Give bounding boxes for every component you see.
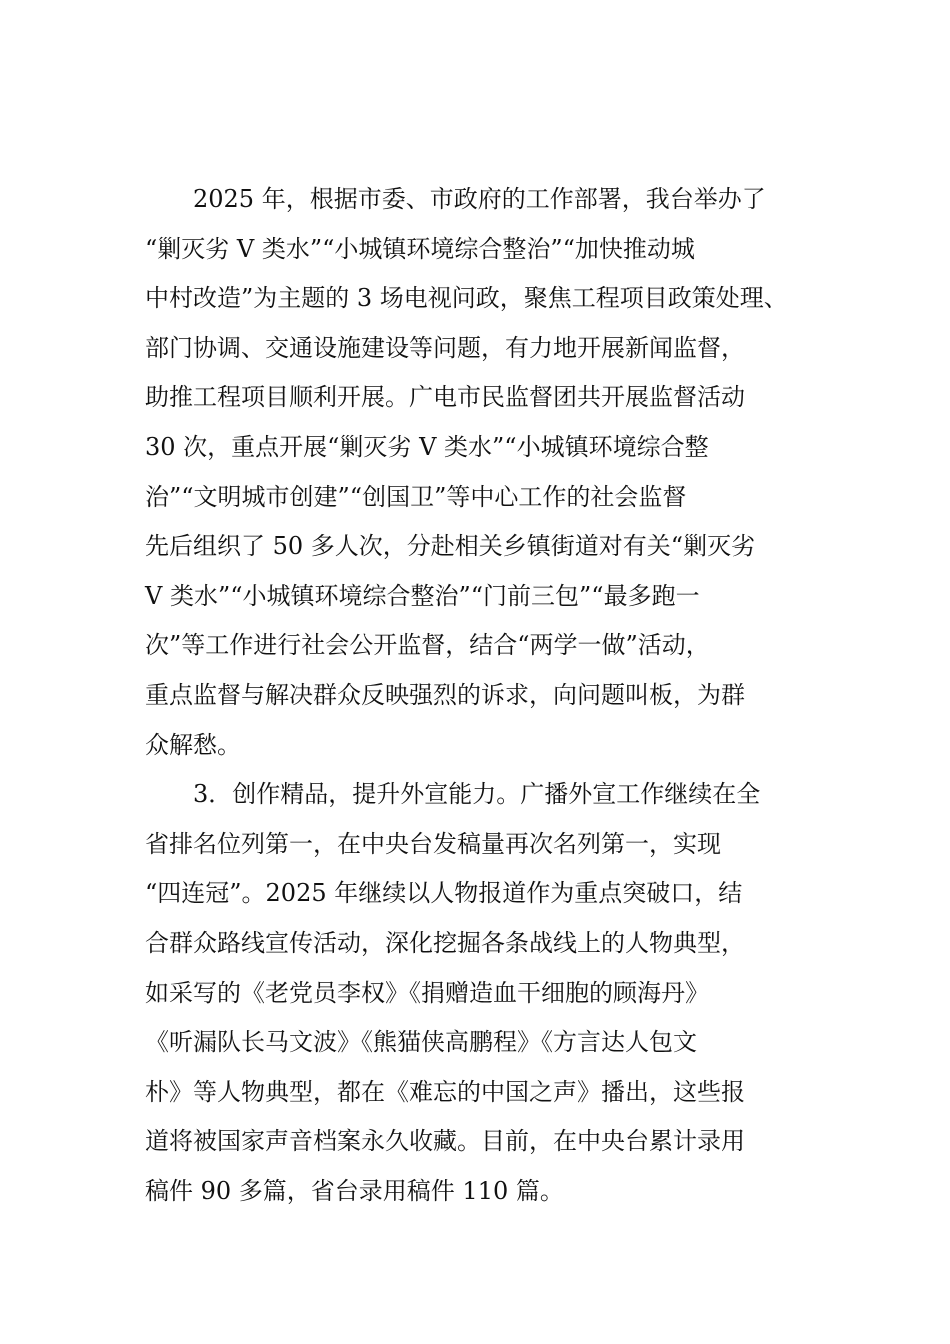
text-line: 稿件 90 多篇，省台录用稿件 110 篇。 [145, 1176, 564, 1205]
text-line: 3．创作精品，提升外宣能力。广播外宣工作继续在全 [193, 780, 761, 809]
text-line: 30 次，重点开展“剿灭劣 V 类水”“小城镇环境综合整 [145, 432, 709, 461]
text-line: 重点监督与解决群众反映强烈的诉求，向问题叫板，为群 [145, 680, 745, 709]
text-line: 如采写的《老党员李权》《捐赠造血干细胞的顾海丹》 [145, 978, 709, 1007]
document-body [145, 175, 825, 1216]
text-line: 合群众路线宣传活动，深化挖掘各条战线上的人物典型， [145, 928, 745, 957]
text-line: 中村改造”为主题的 3 场电视问政，聚焦工程项目政策处理、 [145, 284, 788, 313]
text-line: “剿灭劣 V 类水”“小城镇环境综合整治”“加快推动城 [145, 234, 695, 263]
text-line: 省排名位列第一，在中央台发稿量再次名列第一，实现 [145, 829, 721, 858]
text-line: 先后组织了 50 多人次，分赴相关乡镇街道对有关“剿灭劣 [145, 532, 756, 561]
text-line: 助推工程项目顺利开展。广电市民监督团共开展监督活动 [145, 383, 745, 412]
text-line: 众解愁。 [145, 730, 241, 759]
text-line: 朴》等人物典型，都在《难忘的中国之声》播出，这些报 [145, 1077, 745, 1106]
text-line: “四连冠”。2025 年继续以人物报道作为重点突破口，结 [145, 879, 743, 908]
text-line: V 类水”“小城镇环境综合整治”“门前三包”“最多跑一 [145, 581, 700, 610]
text-line: 治”“文明城市创建”“创国卫”等中心工作的社会监督 [145, 482, 687, 511]
text-line: 2025 年，根据市委、市政府的工作部署，我台举办了 [193, 185, 766, 213]
text-line: 部门协调、交通设施建设等问题，有力地开展新闻监督， [145, 333, 745, 362]
text-line: 道将被国家声音档案永久收藏。目前，在中央台累计录用 [145, 1127, 745, 1156]
paragraph-external-publicity [145, 770, 825, 1216]
paragraph-tv-supervision [145, 175, 825, 770]
text-line: 《听漏队长马文波》《熊猫侠高鹏程》《方言达人包文 [145, 1028, 697, 1057]
text-line: 次”等工作进行社会公开监督，结合“两学一做”活动， [145, 631, 710, 660]
